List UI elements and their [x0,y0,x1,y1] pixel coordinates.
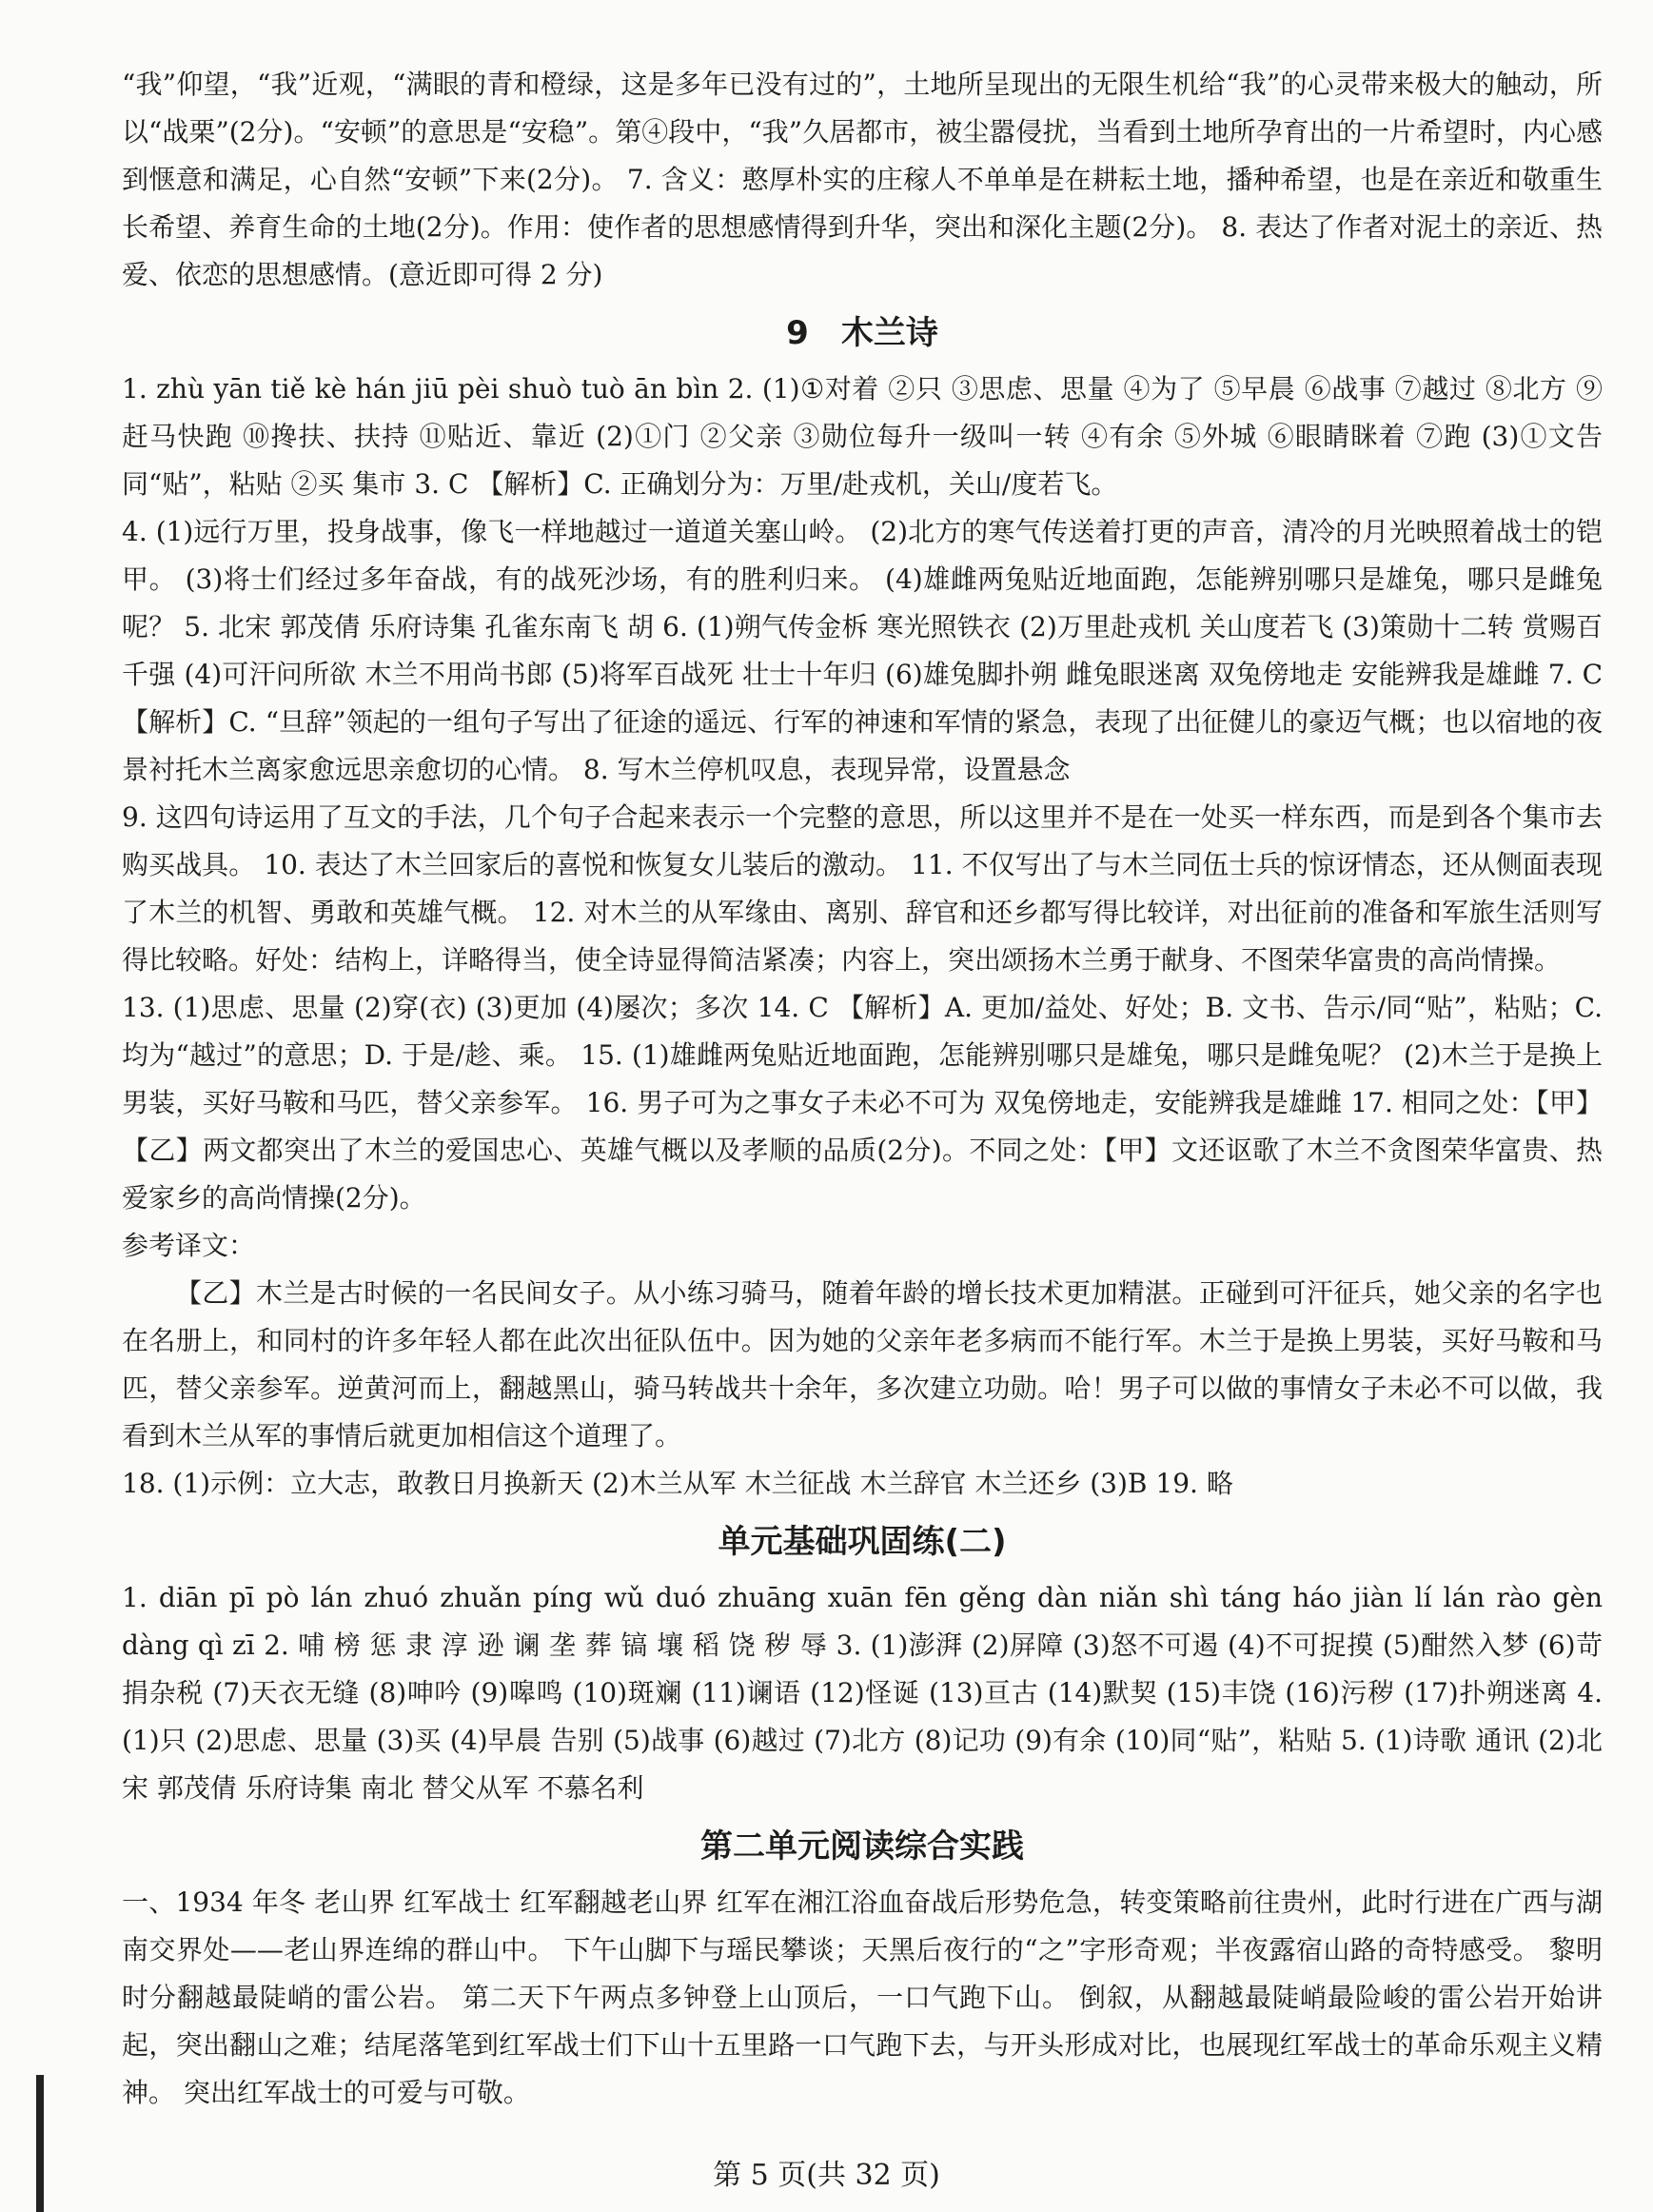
answer-paragraph-9d: 13. (1)思虑、思量 (2)穿(衣) (3)更加 (4)屡次；多次 14. C 【解析】A. 更加/益处、好处；B. 文书、告示/同“贴”，粘贴；C. 均为“越过”的意思；D. 于是/趁、乘。 15. (1)雄雌两兔贴近地面跑，怎能辨别哪只是雄兔，哪只是雌兔呢？ (2)木兰于是换上男装，买好马鞍和马匹，替父亲参军。 16. 男子可为之事女子未必不可为 双兔傍地走，安能辨我是雄雌 17. 相同之处：【甲】【乙】两文都突出了木兰的爱国忠心、英雄气概以及孝顺的品质(2分)。不同之处：【甲】文还讴歌了木兰不贪图荣华富贵、热爱家乡的高尚情操(2分)。 [122,992,1603,1214]
section-title-reading-practice: 第二单元阅读综合实践 [700,1827,1024,1866]
page-number-footer: 第 5 页(共 32 页) [713,2159,940,2192]
section-title-unit-practice: 单元基础巩固练(二) [718,1523,1007,1561]
answer-page [122,61,1603,2117]
answer-paragraph-top: “我”仰望，“我”近观，“满眼的青和橙绿，这是多年已没有过的”，土地所呈现出的无限生机给“我”的心灵带来极大的触动，所以“战栗”(2分)。“安顿”的意思是“安稳”。第④段中，“我”久居都市，被尘嚣侵扰，当看到土地所孕育出的一片希望时，内心感到惬意和满足，心自然“安顿”下来(2分)。 7. 含义：憨厚朴实的庄稼人不单单是在耕耘土地，播种希望，也是在亲近和敬重生长希望、养育生命的土地(2分)。作用：使作者的思想感情得到升华，突出和深化主题(2分)。 8. 表达了作者对泥土的亲近、热爱、依恋的思想感情。(意近即可得 2 分) [122,69,1603,290]
answer-paragraph-9e: 18. (1)示例：立大志，敢教日月换新天 (2)木兰从军 木兰征战 木兰辞官 木兰还乡 (3)B 19. 略 [122,1468,1233,1499]
page-edge-shadow [36,2075,44,2212]
answer-paragraph-unit: 1. diān pī pò lán zhuó zhuǎn píng wǔ duó zhuāng xuān fēn gěng dàn niǎn shì táng háo jiàn lí lán rào gèn dàng qì zī 2. 哺 榜 惩 隶 淳 逊 谰 垄 葬 镐 壤 稻 饶 秽 辱 3. (1)澎湃 (2)屏障 (3)怒不可遏 (4)不可捉摸 (5)酣然入梦 (6)苛捐杂税 (7)天衣无缝 (8)呻吟 (9)嗥鸣 (10)斑斓 (11)谰语 (12)怪诞 (13)亘古 (14)默契 (15)丰饶 (16)污秽 (17)扑朔迷离 4. (1)只 (2)思虑、思量 (3)买 (4)早晨 告别 (5)战事 (6)越过 (7)北方 (8)记功 (9)有余 (10)同“贴”，粘贴 5. (1)诗歌 通讯 (2)北宋 郭茂倩 乐府诗集 南北 替父从军 不慕名利 [122,1582,1603,1804]
answer-paragraph-reading: 一、1934 年冬 老山界 红军战士 红军翻越老山界 红军在湘江浴血奋战后形势危急，转变策略前往贵州，此时行进在广西与湖南交界处——老山界连绵的群山中。 下午山脚下与瑶民攀谈；天黑后夜行的“之”字形奇观；半夜露宿山路的奇特感受。 黎明时分翻越最陡峭的雷公岩。 第二天下午两点多钟登上山顶后，一口气跑下山。 倒叙，从翻越最陡峭最险峻的雷公岩开始讲起，突出翻山之难；结尾落笔到红军战士们下山十五里路一口气跑下去，与开头形成对比，也展现红军战士的革命乐观主义精神。 突出红军战士的可爱与可敬。 [122,1886,1603,2108]
answer-paragraph-9b: 4. (1)远行万里，投身战事，像飞一样地越过一道道关塞山岭。 (2)北方的寒气传送着打更的声音，清冷的月光映照着战士的铠甲。 (3)将士们经过多年奋战，有的战死沙场，有的胜利归来。 (4)雄雌两兔贴近地面跑，怎能辨别哪只是雄兔，哪只是雌兔呢？ 5. 北宋 郭茂倩 乐府诗集 孔雀东南飞 胡 6. (1)朔气传金柝 寒光照铁衣 (2)万里赴戎机 关山度若飞 (3)策勋十二转 赏赐百千强 (4)可汗问所欲 木兰不用尚书郎 (5)将军百战死 壮士十年归 (6)雄兔脚扑朔 雌兔眼迷离 双兔傍地走 安能辨我是雄雌 7. C 【解析】C. “旦辞”领起的一组句子写出了征途的遥远、行军的神速和军情的紧急，表现了出征健儿的豪迈气概；也以宿地的夜景衬托木兰离家愈远思亲愈切的心情。 8. 写木兰停机叹息，表现异常，设置悬念 [122,516,1603,785]
answer-paragraph-9a: 1. zhù yān tiě kè hán jiū pèi shuò tuò ān bìn 2. (1)①对着 ②只 ③思虑、思量 ④为了 ⑤早晨 ⑥战事 ⑦越过 ⑧北方 ⑨赶马快跑 ⑩搀扶、扶持 ⑪贴近、靠近 (2)①门 ②父亲 ③勋位每升一级叫一转 ④有余 ⑤外城 ⑥眼睛眯着 ⑦跑 (3)①文告 同“贴”，粘贴 ②买 集市 3. C 【解析】C. 正确划分为：万里/赴戎机，关山/度若飞。 [122,373,1603,500]
answer-paragraph-9c: 9. 这四句诗运用了互文的手法，几个句子合起来表示一个完整的意思，所以这里并不是在一处买一样东西，而是到各个集市去购买战具。 10. 表达了木兰回家后的喜悦和恢复女儿装后的激动。 11. 不仅写出了与木兰同伍士兵的惊讶情态，还从侧面表现了木兰的机智、勇敢和英雄气概。 12. 对木兰的从军缘由、离别、辞官和还乡都写得比较详，对出征前的准备和军旅生活则写得比较略。好处：结构上，详略得当，使全诗显得简洁紧凑；内容上，突出颂扬木兰勇于献身、不图荣华富贵的高尚情操。 [122,801,1603,976]
reference-translation-text: 【乙】木兰是古时候的一名民间女子。从小练习骑马，随着年龄的增长技术更加精湛。正碰到可汗征兵，她父亲的名字也在名册上，和同村的许多年轻人都在此次出征队伍中。因为她的父亲年老多病而不能行军。木兰于是换上男装，买好马鞍和马匹，替父亲参军。逆黄河而上，翻越黑山，骑马转战共十余年，多次建立功勋。哈！男子可以做的事情女子未必不可以做，我看到木兰从军的事情后就更加相信这个道理了。 [122,1277,1603,1452]
reference-translation-label: 参考译文： [122,1230,256,1261]
section-title-mulanshi: 9 木兰诗 [786,314,938,352]
